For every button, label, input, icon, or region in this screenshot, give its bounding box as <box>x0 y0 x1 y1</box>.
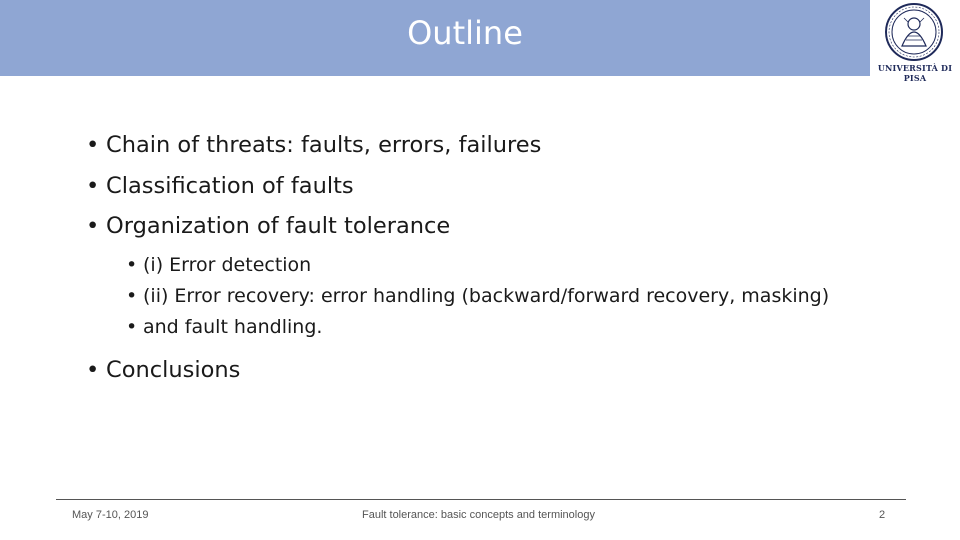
university-seal-icon <box>880 2 948 62</box>
sub-bullet-text: (i) Error detection <box>143 253 312 276</box>
sub-bullet-item <box>86 254 829 285</box>
bullet-item <box>86 357 829 398</box>
sub-bullet-text: and fault handling. <box>143 315 323 338</box>
bullet-dot: • <box>126 284 138 307</box>
bullet-dot: • <box>86 132 100 158</box>
sub-bullet-text: (ii) Error recovery: error handling (backward/forward recovery, masking) <box>143 284 830 307</box>
university-logo <box>870 0 960 83</box>
footer-date: May 7-10, 2019 <box>72 509 149 521</box>
bullet-dot: • <box>126 315 138 338</box>
bullet-item <box>86 173 829 214</box>
bullet-text: Chain of threats: faults, errors, failures <box>106 132 542 158</box>
bullet-item <box>86 132 829 173</box>
footer-divider <box>56 499 906 500</box>
university-caption: UNIVERSITÀ DI PISA <box>877 63 953 83</box>
bullet-text: Classification of faults <box>106 172 354 199</box>
page-number: 2 <box>879 509 886 521</box>
sub-bullet-item <box>86 316 829 347</box>
title-band <box>0 0 960 83</box>
bullet-text: Organization of fault tolerance <box>106 213 451 239</box>
bullet-dot: • <box>86 356 100 383</box>
bullet-dot: • <box>86 213 100 239</box>
bullet-dot: • <box>126 253 138 276</box>
footer-title: Fault tolerance: basic concepts and terminology <box>362 509 595 521</box>
bullet-list <box>86 132 829 397</box>
bullet-dot: • <box>86 172 100 199</box>
slide-title: Outline <box>407 14 523 52</box>
bullet-item <box>86 213 829 254</box>
bullet-text: Conclusions <box>106 356 241 383</box>
sub-bullet-item <box>86 285 829 316</box>
